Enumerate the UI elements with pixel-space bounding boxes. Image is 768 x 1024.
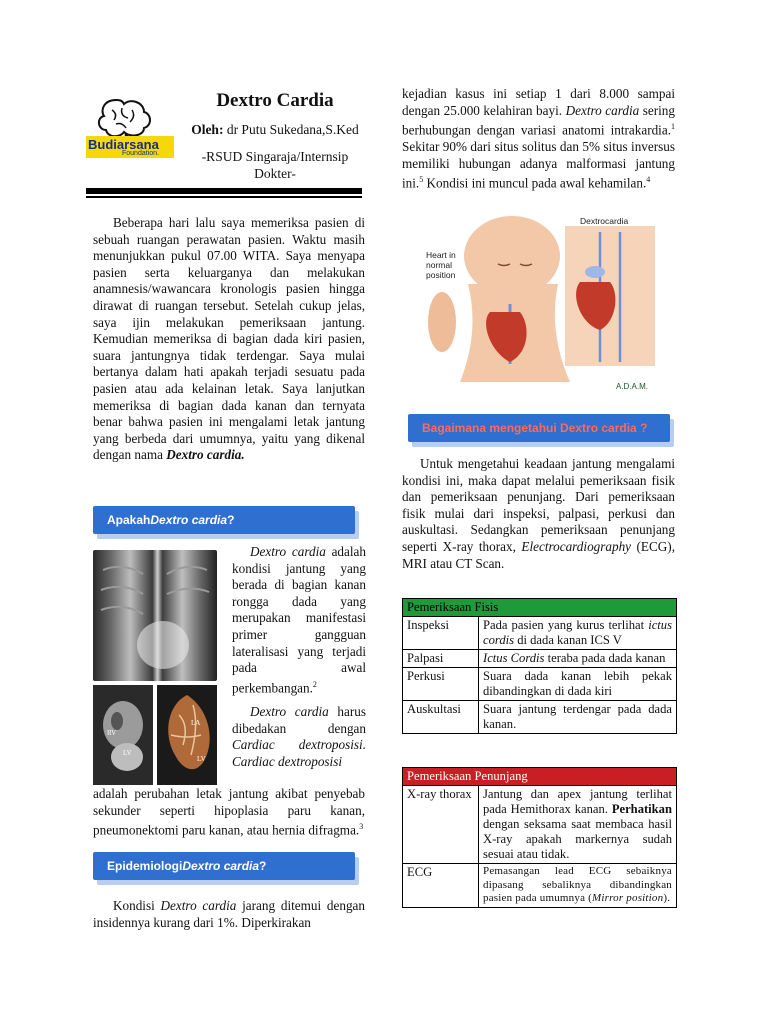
chest-xray-icon [93,550,217,681]
bag-text-a: Untuk mengetahui keadaan jantung mengalami kondisi ini, maka dapat melalui pemeriksaan fisik dan pemeriksaan penunjang. Dari pemeriksaan fisik mulai dari inspeksi, palpasi, perkusi dan auskultasi. Sedangkan pemeriksaan penunjang seperti X-ray thorax, [402,456,675,554]
banner-prefix: Apakah [107,513,151,527]
heart-3d-image [157,685,217,785]
section-banner-apakah [93,506,355,534]
table-cell-value: Ictus Cordis teraba pada dada kanan [479,650,677,668]
table-penunjang-title: Pemeriksaan Penunjang [403,768,677,786]
intro-paragraph [93,215,365,464]
epi-text-b: jarang ditemui dengan insidennya kurang dari 1%. Diperkirakan [93,898,365,930]
epidemiologi-paragraph [93,898,365,931]
banner-suffix: ? [259,859,267,873]
rp1-ref1: 1 [671,122,675,132]
rp1-ref2: 5 [419,175,424,185]
banner-italic: Dextro cardia [182,859,260,873]
definition-ref: 2 [312,679,317,689]
table-cell-key: X-ray thorax [403,786,479,864]
dextroposisi-paragraph [232,704,366,770]
dextroposisi-text-c: adalah perubahan letak jantung akibat penyebab sekunder seperti hipoplasia paru kanan, pneumonektomi paru kanan, atau hernia difragma. [93,786,365,838]
rp1-term: Dextro cardia [565,102,640,118]
table-row [403,668,677,701]
heart-label-la: LA [191,719,201,727]
dextroposisi-italic: Cardiac dextroposisi. Cardiac dextroposisi [232,737,366,769]
logo-subtext: Foundation. [122,150,159,157]
definition-term: Dextro cardia [250,544,326,559]
heart-3d-icon [157,685,217,785]
affiliation-line-2: Dokter- [254,166,296,181]
table-cell-value: Jantung dan apex jantung terlihat pada Hemithorax kanan. Perhatikan dengan seksama saat membaca hasil X-ray apakah markernya sudah sesuai atau tidak. [479,786,677,864]
baby-heart-icon [420,212,658,398]
table-cell-key: Perkusi [403,668,479,701]
table-row [403,701,677,734]
banner-suffix: ? [227,513,235,527]
header-rule-thick [86,188,362,194]
table-cell-key: Inspeksi [403,617,479,650]
banner-prefix: Epidemiologi [107,859,183,873]
epi-text-a: Kondisi [113,898,155,913]
rp1-ref3: 4 [646,175,651,185]
table-cell-value: Suara dada kanan lebih pekak dibandingkan di dada kiri [479,668,677,701]
banner-italic: Dextro cardia [150,513,228,527]
heart-label-lv: LV [197,755,206,763]
table-cell-value: Pemasangan lead ECG sebaiknya dipasang sebaliknya dibandingkan pasien pada umumnya (Mirror position). [479,864,677,908]
table-row [403,786,677,864]
affiliation [180,148,370,182]
intro-emphasis: Dextro cardia. [166,447,245,463]
right-paragraph-1 [402,86,675,192]
illustration-credit: A.D.A.M. [616,382,649,391]
xray-image [93,550,217,681]
table-row [403,864,677,908]
rp1-b: sering berhubungan dengan variasi anatomi intrakardia. [402,102,675,138]
ct-scan-image [93,685,153,785]
rp1-a: kejadian kasus ini setiap 1 dari 8.000 sampai dengan 25.000 kelahiran bayi. [402,86,675,118]
table-cell-value: Pada pasien yang kurus terlihat ictus cordis di dada kanan ICS V [479,617,677,650]
page-title: Dextro Cardia [216,90,334,111]
section-banner-epidemiologi [93,852,355,880]
affiliation-line-1: -RSUD Singaraja/Internsip [201,149,349,164]
definition-paragraph [232,544,366,697]
author-label: Oleh: [191,122,224,137]
table-fisis-title: Pemeriksaan Fisis [403,599,677,617]
banner-text: Bagaimana mengetahui Dextro cardia ? [422,421,648,435]
epi-term: Dextro cardia [160,898,237,913]
rp1-d: Kondisi ini muncul pada awal kehamilan. [426,175,647,191]
table-cell-value: Suara jantung terdengar pada dada kanan. [479,701,677,734]
dextroposisi-text-a: harus dibedakan dengan [232,704,366,736]
intro-text: Beberapa hari lalu saya memeriksa pasien di sebuah ruangan perawatan pasien. Waktu masih menunjukkan pukul 07.00 WITA. Saya menyapa pasien serta keluarganya dan melakukan anamnesis/wawancara kronologis pasien hingga dirawat di ruangan tersebut. Setelah cukup jelas, saya ijin melakukan pemeriksaan jantung. Kemudian memeriksa di bagian dada kiri pasien, suara jantungnya tidak terdengar. Saya mulai bertanya dalam hati apakah terjadi sesuatu pada pasien atau ada kelainan letak. Saya lanjutkan memeriksa di bagian dada kanan dan ternyata benar bahwa pasien ini mengalami letak jantung yang berbeda dari umumnya, yaitu yang dikenal dengan nama [93,215,365,463]
table-row [403,617,677,650]
ct-label-lv: LV [123,749,132,757]
dextroposisi-term: Dextro cardia [250,704,329,719]
header-rule-thin [86,196,362,198]
bagaimana-paragraph [402,456,675,572]
bag-text-b: (ECG), MRI atau CT Scan. [402,538,675,571]
dextrocardia-illustration [420,212,658,398]
logo-text: Budiarsana [88,137,159,152]
table-pemeriksaan-fisis [402,598,677,734]
dextroposisi-ref: 3 [359,822,364,832]
heart-ct-icon [93,685,153,785]
bag-term: Electrocardiography [521,538,632,554]
section-banner-bagaimana [408,414,670,442]
rp1-c: Sekitar 90% dari situs solitus dan 5% situs inversus memiliki hubungan adanya malformasi jantung ini. [402,139,675,191]
table-cell-key: Palpasi [403,650,479,668]
illustration-label-dextro: Dextrocardia [580,216,629,226]
author-name: dr Putu Sukedana,S.Ked [226,122,359,137]
illustration-label-normal: Heart in normal position [426,250,456,280]
table-row [403,650,677,668]
dextroposisi-paragraph-cont [93,786,365,839]
ct-label-rv: RV [107,729,117,737]
table-cell-key: ECG [403,864,479,908]
table-pemeriksaan-penunjang [402,767,677,908]
definition-text: adalah kondisi jantung yang berada di bagian kanan rongga dada yang merupakan manifestasi primer gangguan lateralisasi yang terjadi pada awal perkembangan. [232,544,366,696]
table-cell-key: Auskultasi [403,701,479,734]
author-line [180,121,370,138]
